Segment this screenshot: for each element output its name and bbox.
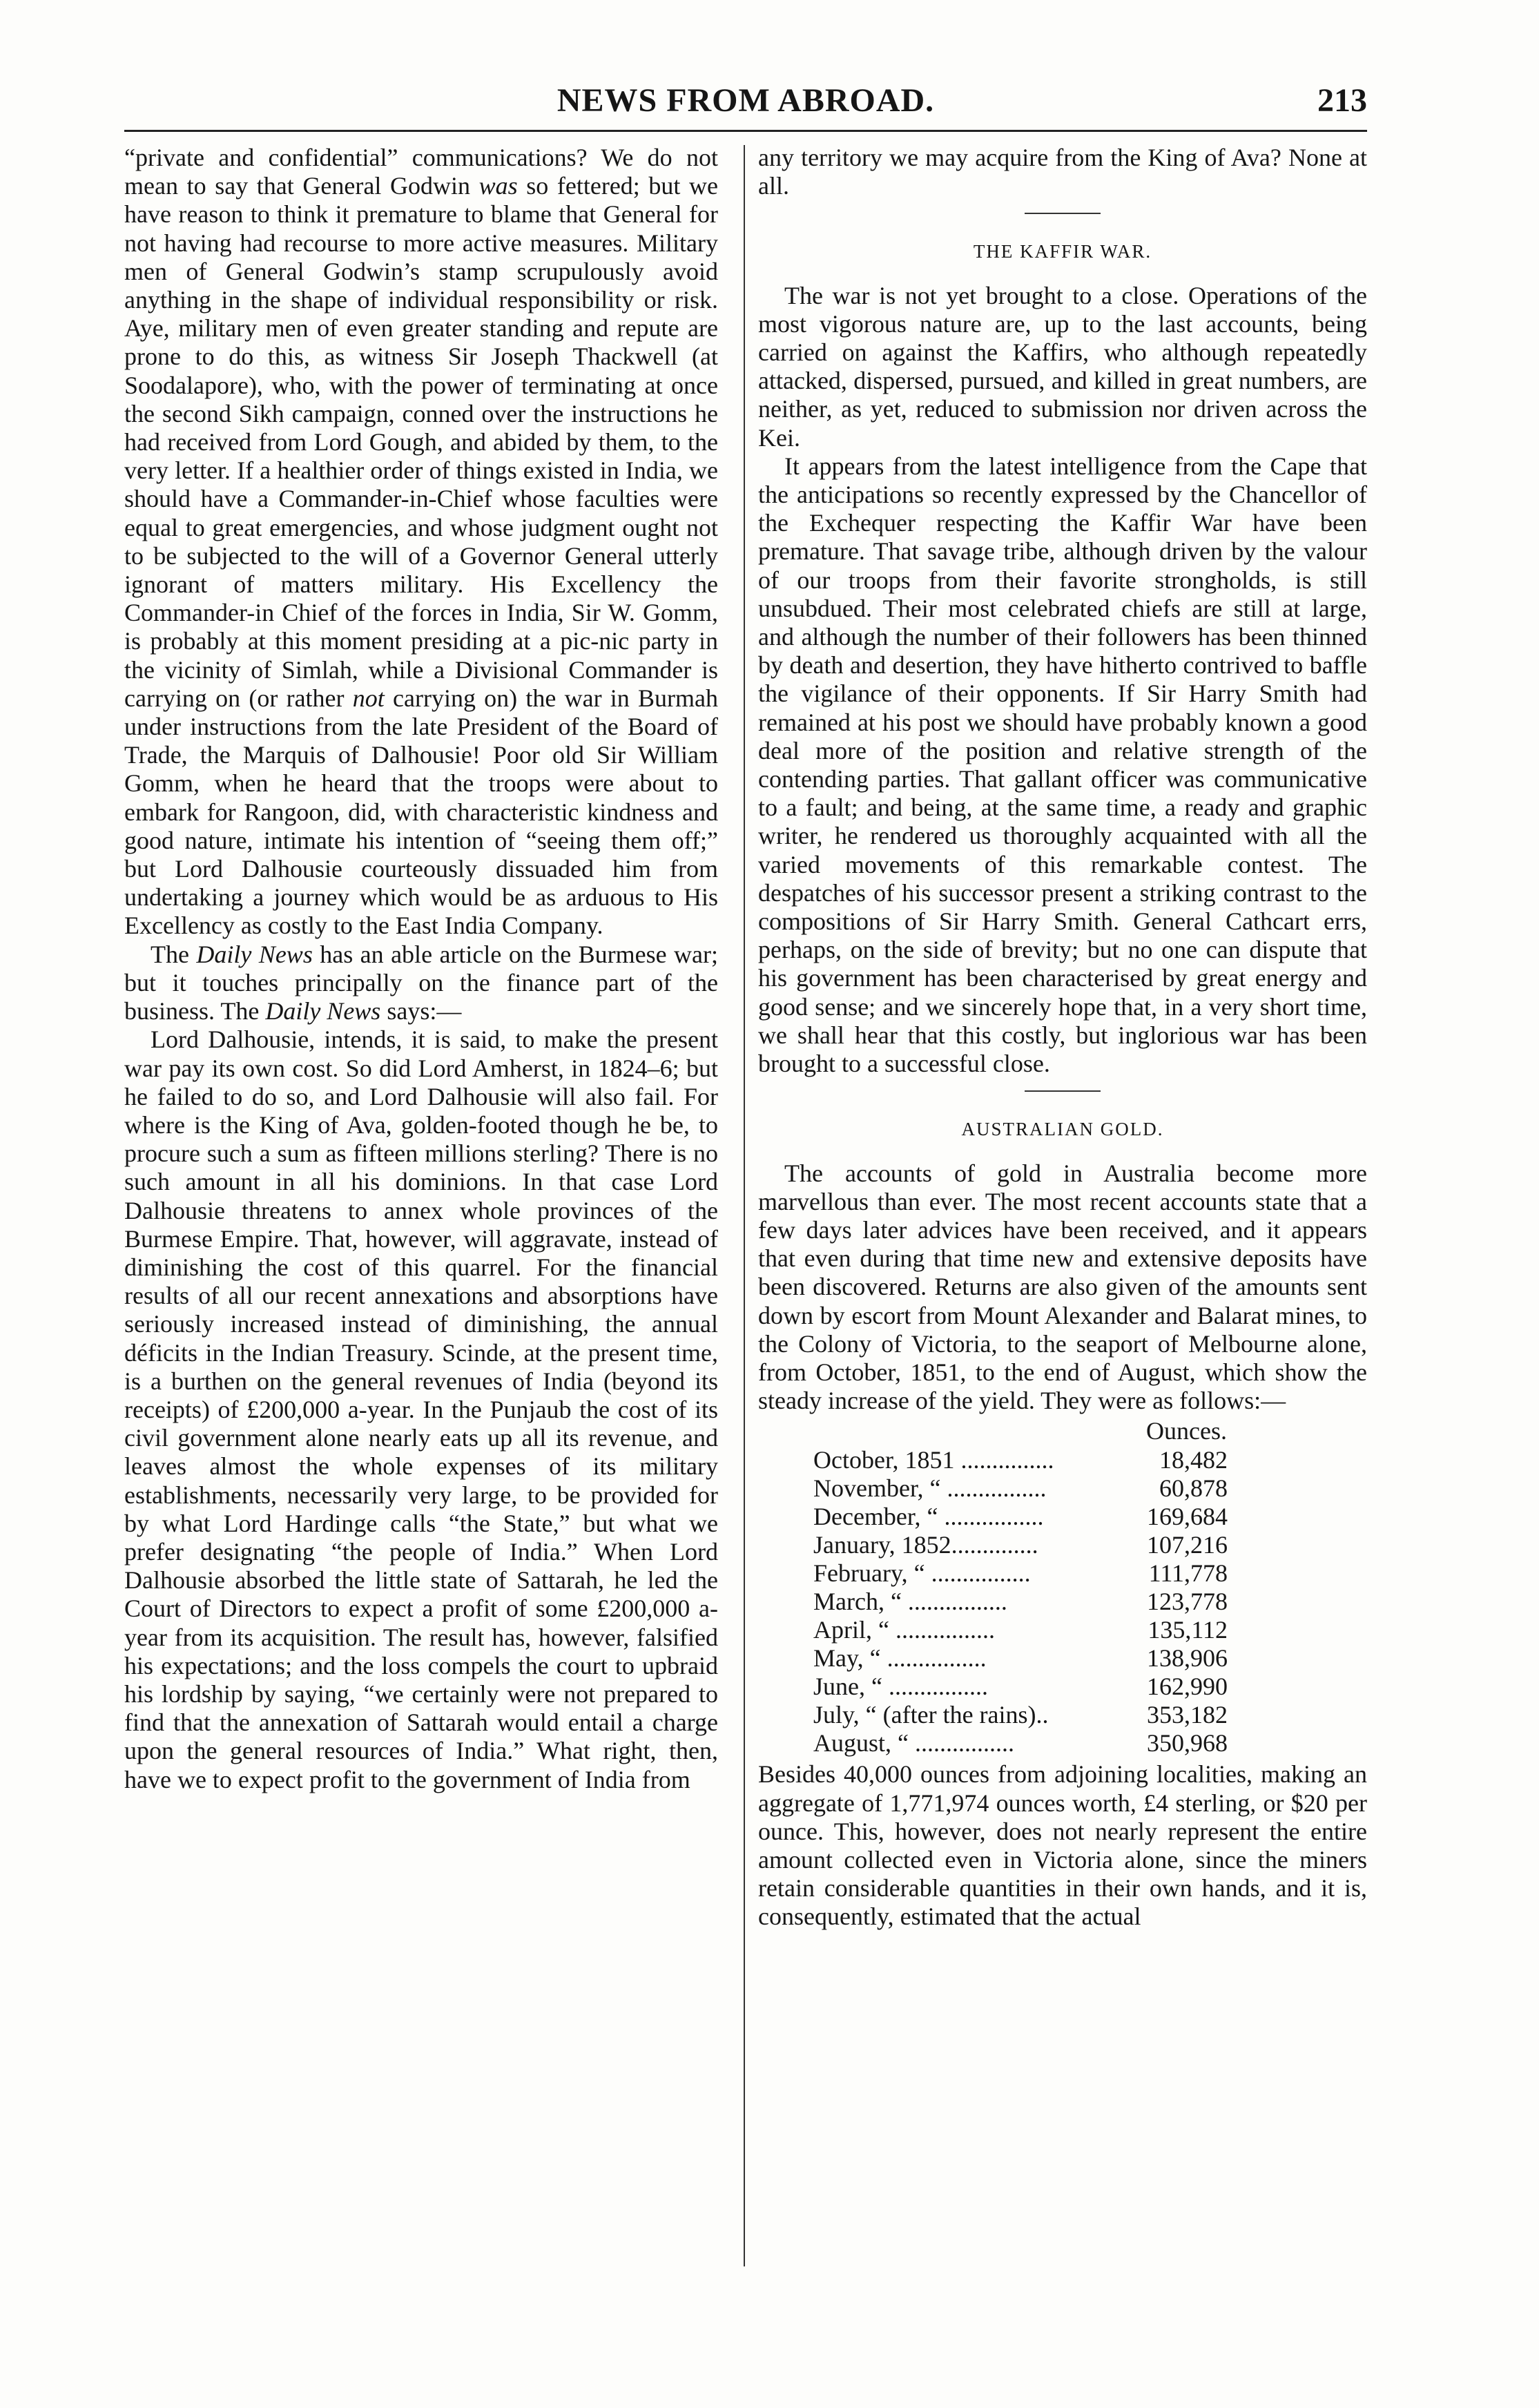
month-cell: February, “ ................ xyxy=(813,1559,1031,1588)
column-header-ounces: Ounces. xyxy=(1146,1417,1227,1445)
quoted-paragraph: Lord Dalhousie, intends, it is said, to make the present war pay its own cost. So did Lord Amherst, in 1824–6; but he failed to do so, and Lord Dalhousie will also fail. For where is the King of Ava, golden-footed though he be, to procure such a sum as fifteen millions sterling? There is no such amount in all his dominions. In that case Lord Dalhousie threatens to annex whole provinces of the Burmese Empire. That, however, will aggravate, instead of diminishing the cost of this quarrel. For the financial results of all our recent annexations and absorptions have seriously increased instead of diminishing, the annual déficits in the Indian Treasury. Scinde, at the present time, is a burthen on the general revenues of India (beyond its receipts) of £200,000 a-year. In the Punjaub the cost of its civil government alone nearly eats up all its revenue, and leaves almost the whole expenses of its military establishments, necessarily very large, to be provided for by what Lord Hardinge calls “the State,” but what we prefer designating “the people of India.” When Lord Dalhousie absorbed the little state of Sattarah, he led the Court of Directors to expect a profit of some £200,000 a-year from its acquisition. The result has, however, falsified his expectations; and the loss compels the court to upbraid his lordship by saying, “we certainly were not prepared to find that the annexation of Sattarah would entail a charge upon the general resources of India.” What right, then, have we to expect profit to the government of India from xyxy=(124,1025,718,1793)
article-paragraph xyxy=(124,941,718,1026)
table-row xyxy=(813,1559,1228,1588)
ounces-cell: 111,778 xyxy=(1148,1559,1228,1588)
table-row xyxy=(813,1644,1228,1673)
table-row xyxy=(813,1588,1228,1616)
text-run: The xyxy=(151,940,189,968)
article-paragraph: any territory we may acquire from the King of Ava? None at all. xyxy=(758,144,1367,200)
running-title: NEWS FROM ABROAD. xyxy=(556,82,935,119)
text-run: has an able article on the Burmese war; but it touches principally on the finance part of the business. The xyxy=(124,940,719,1025)
ounces-cell: 353,182 xyxy=(1147,1701,1228,1729)
right-column xyxy=(758,144,1367,1932)
table-row xyxy=(813,1673,1228,1701)
section-heading-kaffir-war: THE KAFFIR WAR. xyxy=(973,241,1152,262)
text-run: so fettered; but we have reason to think it premature to blame that General for not having had recourse to more active measures. Military men of General Godwin’s stamp scrupulously avoid anything in the shape of individual responsibility or risk. Aye, military men of even greater standing and repute are prone to do this, as witness Sir Joseph Thackwell (at Soodalapore), who, with the power of terminating at once the second Sikh campaign, conned over the instructions he had received from Lord Gough, and abided by them, to the very letter. If a healthier order of things existed in India, we should have a Commander-in-Chief whose faculties were equal to great emergencies, and whose judgment ought not to be subjected to the will of a Governor General utterly ignorant of matters military. His Excellency the Commander-in Chief of the forces in India, Sir W. Gomm, is probably at this moment presiding at a pic-nic party in the vicinity of Simlah, while a Divisional Commander is carrying on (or rather xyxy=(124,172,719,712)
month-cell: December, “ ................ xyxy=(813,1503,1044,1531)
month-cell: October, 1851 ............... xyxy=(813,1446,1054,1474)
month-cell: April, “ ................ xyxy=(813,1616,995,1644)
ounces-cell: 60,878 xyxy=(1159,1474,1228,1503)
table-row xyxy=(813,1446,1228,1474)
left-column xyxy=(124,144,718,1794)
table-row xyxy=(813,1701,1228,1729)
ounces-cell: 138,906 xyxy=(1147,1644,1228,1673)
table-row xyxy=(813,1729,1228,1757)
section-rule xyxy=(1025,213,1101,214)
month-cell: March, “ ................ xyxy=(813,1588,1007,1616)
table-header-row xyxy=(813,1416,1228,1446)
publication-name: Daily News xyxy=(196,940,313,968)
month-cell: January, 1852.............. xyxy=(813,1531,1038,1559)
ounces-cell: 135,112 xyxy=(1148,1616,1228,1644)
table-row xyxy=(813,1474,1228,1503)
italic-run: not xyxy=(352,684,385,712)
gold-returns-table xyxy=(813,1416,1228,1757)
month-cell: July, “ (after the rains).. xyxy=(813,1701,1049,1729)
month-cell: November, “ ................ xyxy=(813,1474,1047,1503)
article-paragraph: The accounts of gold in Australia become more marvellous than ever. The most recent accounts state that a few days later advices have been received, and it appears that even during that time new and extensive deposits have been discovered. Returns are also given of the amounts sent down by escort from Mount Alexander and Balarat mines, to the Colony of Victoria, to the seaport of Melbourne alone, from October, 1851, to the end of August, which show the steady increase of the yield. They were as follows:— xyxy=(758,1159,1367,1415)
article-paragraph xyxy=(124,144,718,941)
column-divider xyxy=(744,145,745,2266)
ounces-cell: 350,968 xyxy=(1147,1729,1228,1757)
month-cell: June, “ ................ xyxy=(813,1673,988,1701)
table-row xyxy=(813,1616,1228,1644)
month-cell: August, “ ................ xyxy=(813,1729,1014,1757)
ounces-cell: 169,684 xyxy=(1147,1503,1228,1531)
page-number: 213 xyxy=(1317,82,1367,119)
article-paragraph: It appears from the latest intelligence from the Cape that the anticipations so recently expressed by the Chancellor of the Exchequer respecting the Kaffir War have been premature. That savage tribe, although driven by the valour of our troops from their favorite strongholds, is still unsubdued. Their most celebrated chiefs are still at large, and although the number of their followers has been thinned by death and desertion, they have hitherto contrived to baffle the vigilance of their opponents. If Sir Harry Smith had remained at his post we should have probably known a good deal more of the position and relative strength of the contending parties. That gallant officer was communicative to a fault; and being, at the same time, a ready and graphic writer, he rendered us thoroughly acquainted with all the varied movements of this remarkable contest. The despatches of his successor present a striking contrast to the compositions of Sir Harry Smith. General Cathcart errs, perhaps, on the side of brevity; but no one can dispute that his government has been characterised by great energy and good sense; and we sincerely hope that, in a very short time, we shall hear that this costly, but inglorious war has been brought to a successful close. xyxy=(758,452,1367,1078)
publication-name: Daily News xyxy=(265,997,381,1025)
month-cell: May, “ ................ xyxy=(813,1644,987,1673)
table-row xyxy=(813,1503,1228,1531)
article-paragraph: Besides 40,000 ounces from adjoining localities, making an aggregate of 1,771,974 ounces worth, £4 sterling, or $20 per ounce. This, however, does not nearly represent the entire amount collected even in Victoria alone, since the miners retain considerable quantities in their own hands, and it is, consequently, estimated that the actual xyxy=(758,1760,1367,1931)
ounces-cell: 107,216 xyxy=(1147,1531,1228,1559)
table-row xyxy=(813,1531,1228,1559)
italic-run: was xyxy=(478,172,518,200)
text-run: “private and confidential” communications? We do not mean to say that General Godwin xyxy=(124,144,718,200)
header-rule xyxy=(124,130,1367,132)
ounces-cell: 18,482 xyxy=(1159,1446,1228,1474)
article-paragraph: The war is not yet brought to a close. Operations of the most vigorous nature are, up to the last accounts, being carried on against the Kaffirs, who although repeatedly attacked, dispersed, pursued, and killed in great numbers, are neither, as yet, reduced to submission nor driven across the Kei. xyxy=(758,281,1367,452)
text-run: carrying on) the war in Burmah under instructions from the late President of the Board of Trade, the Marquis of Dalhousie! Poor old Sir William Gomm, when he heard that the troops were about to embark for Rangoon, did, with characteristic kindness and good nature, intimate his intention of “seeing them off;” but Lord Dalhousie courteously dissuaded him from undertaking a journey which would be as arduous to His Excellency as costly to the East India Company. xyxy=(124,684,718,940)
section-rule xyxy=(1025,1090,1101,1092)
ounces-cell: 123,778 xyxy=(1147,1588,1228,1616)
section-heading-australian-gold: AUSTRALIAN GOLD. xyxy=(961,1119,1164,1140)
ounces-cell: 162,990 xyxy=(1147,1673,1228,1701)
page-header xyxy=(124,81,1367,130)
text-run: says:— xyxy=(387,997,462,1025)
